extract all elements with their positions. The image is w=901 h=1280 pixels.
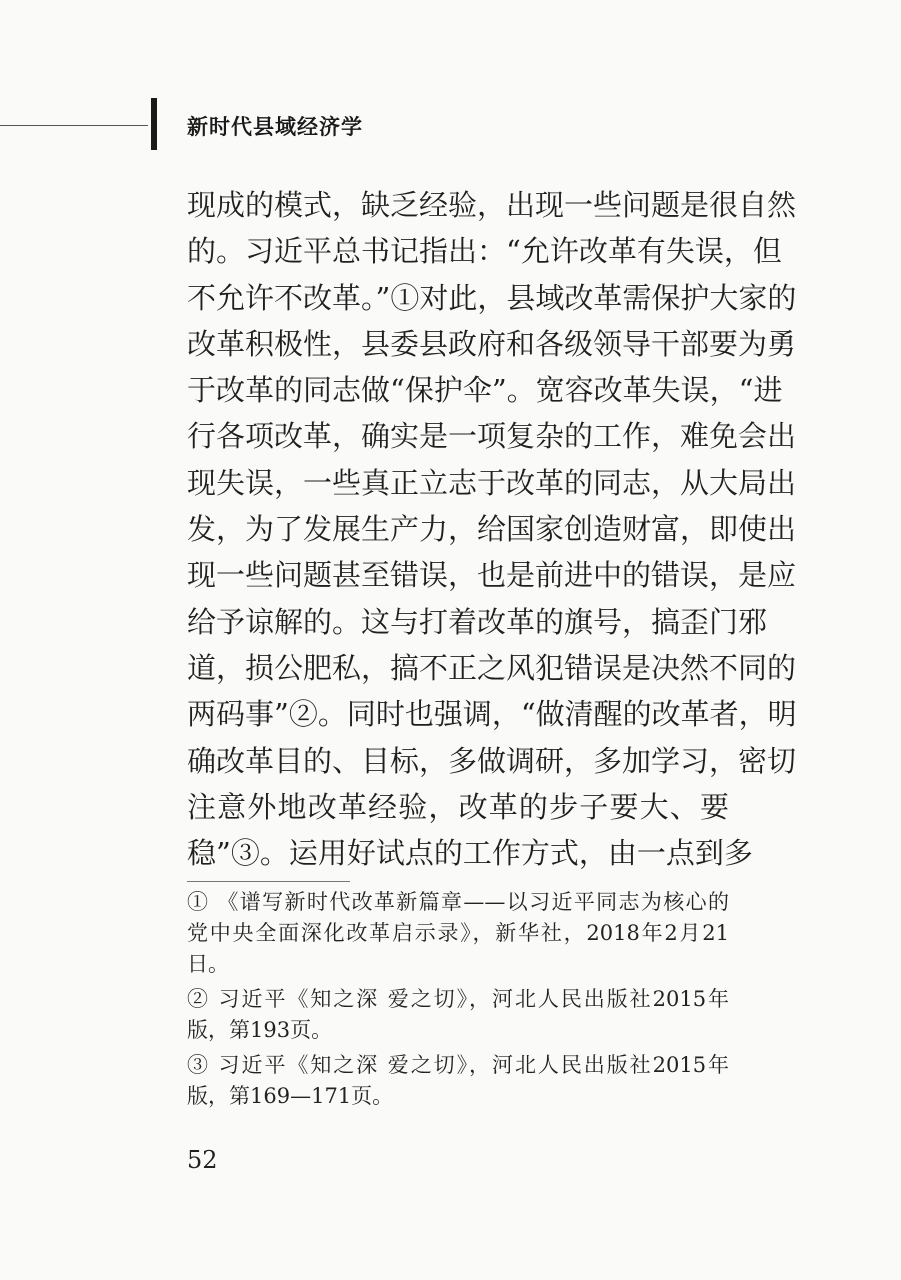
body-line: 现一些问题甚至错误，也是前进中的错误，是应 bbox=[187, 558, 797, 593]
body-line: 不允许不改革。”①对此，县域改革需保护大家的 bbox=[187, 280, 797, 315]
footnote-line: 日。 bbox=[187, 952, 229, 976]
footnote-line: ① 《谱写新时代改革新篇章——以习近平同志为核心的 bbox=[187, 890, 729, 914]
page-number: 52 bbox=[187, 1146, 218, 1174]
body-line: 道，损公肥私，搞不正之风犯错误是决然不同的 bbox=[187, 650, 797, 685]
body-line: 现成的模式，缺乏经验，出现一些问题是很自然 bbox=[187, 188, 797, 222]
footnote-2 bbox=[187, 984, 729, 1046]
body-line: 确改革目的、目标，多做调研，多加学习，密切 bbox=[187, 743, 797, 778]
footnote-divider bbox=[187, 881, 350, 882]
footnote-1 bbox=[187, 887, 729, 980]
footnote-line: ③ 习近平《知之深 爱之切》，河北人民出版社2015年 bbox=[187, 1053, 729, 1077]
header-rule bbox=[0, 125, 148, 126]
footnote-3 bbox=[187, 1050, 729, 1112]
running-header-title: 新时代县域经济学 bbox=[187, 115, 363, 139]
header-bar bbox=[151, 98, 157, 150]
footnote-line: 版，第193页。 bbox=[187, 1018, 333, 1042]
footnote-line: 版，第169—171页。 bbox=[187, 1084, 394, 1108]
body-line: 稳”③。运用好试点的工作方式，由一点到多 bbox=[187, 836, 753, 871]
body-line: 给予谅解的。这与打着改革的旗号，搞歪门邪 bbox=[187, 604, 768, 639]
footnote-line: 党中央全面深化改革启示录》，新华社，2018年2月21 bbox=[187, 921, 729, 945]
body-line: 行各项改革，确实是一项复杂的工作，难免会出 bbox=[187, 419, 797, 454]
footnote-line: ② 习近平《知之深 爱之切》，河北人民出版社2015年 bbox=[187, 987, 729, 1011]
body-line: 改革积极性，县委县政府和各级领导干部要为勇 bbox=[187, 326, 797, 361]
footnotes bbox=[187, 887, 729, 1112]
body-line: 发，为了发展生产力，给国家创造财富，即使出 bbox=[187, 512, 797, 547]
body-line: 于改革的同志做“保护伞”。宽容改革失误，“进 bbox=[187, 373, 783, 408]
body-line: 两码事”②。同时也强调，“做清醒的改革者，明 bbox=[187, 697, 797, 732]
body-line: 现失误，一些真正立志于改革的同志，从大局出 bbox=[187, 465, 797, 500]
body-line: 的。习近平总书记指出：“允许改革有失误，但 bbox=[187, 234, 782, 269]
body-line: 注意外地改革经验，改革的步子要大、要 bbox=[187, 789, 729, 824]
body-text bbox=[187, 182, 797, 876]
